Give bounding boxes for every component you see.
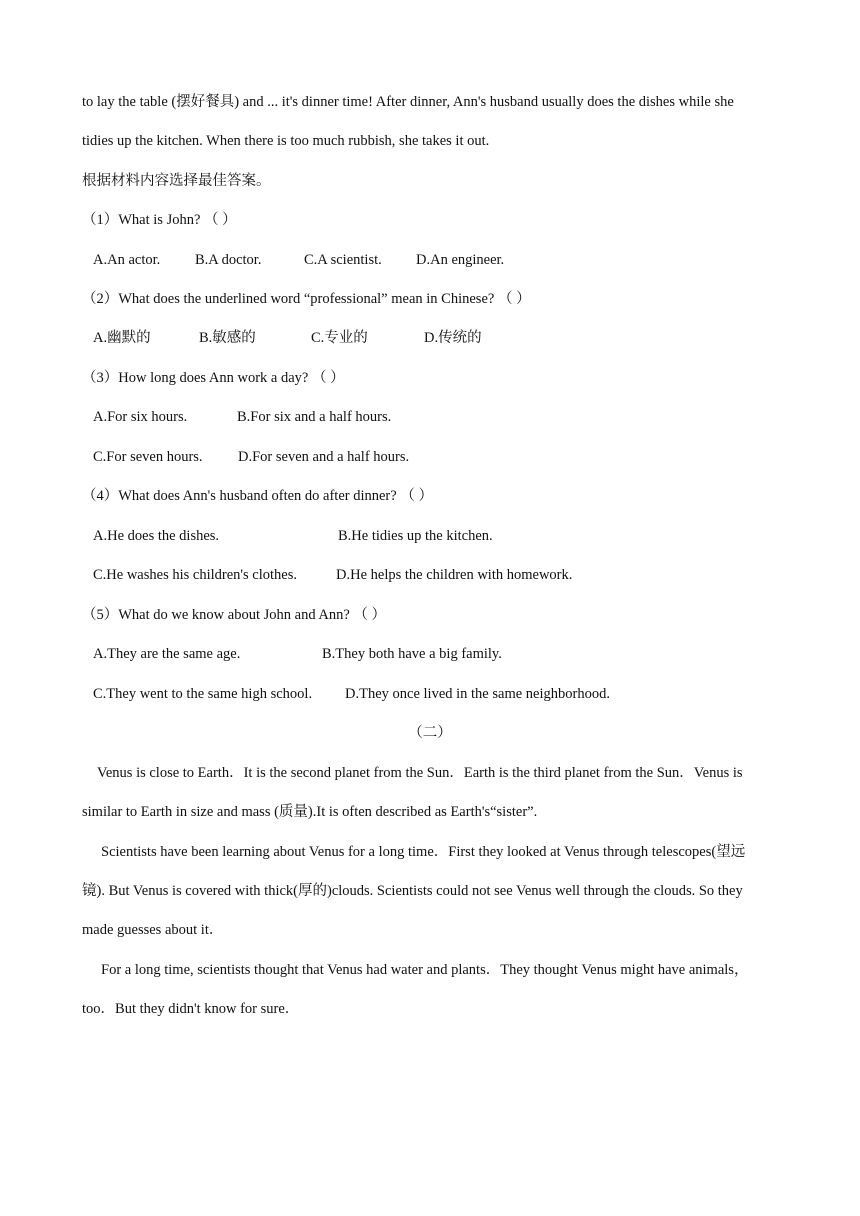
question-4-stem: （4）What does Ann's husband often do after dinner? （ ） [82, 488, 433, 504]
question-1-option-d: D.An engineer. [416, 252, 505, 268]
question-1-stem: （1）What is John? （ ） [82, 212, 237, 228]
question-2-option-a: A.幽默的 [93, 330, 151, 346]
passage2-line-3: Scientists have been learning about Venus for a long time．First they looked at Venus through telescopes(望远 [101, 844, 746, 860]
question-1-option-a: A.An actor. [93, 252, 161, 268]
section-2-heading: （二） [408, 725, 452, 741]
question-1-option-b: B.A doctor. [195, 252, 262, 268]
question-2-option-b: B.敏感的 [199, 330, 256, 346]
question-5-option-c: C.They went to the same high school. [93, 686, 313, 702]
question-3-option-b: B.For six and a half hours. [237, 409, 392, 425]
passage1-line-2: tidies up the kitchen. When there is too much rubbish, she takes it out. [82, 133, 490, 149]
question-3-option-a: A.For six hours. [93, 409, 188, 425]
passage1-line-1: to lay the table (摆好餐具) and ... it's dinner time! After dinner, Ann's husband usually does the dishes while she [82, 94, 734, 110]
question-3-stem: （3）How long does Ann work a day? （ ） [82, 370, 345, 386]
question-1-option-c: C.A scientist. [304, 252, 382, 268]
question-2-option-c: C.专业的 [311, 330, 368, 346]
question-3-option-c: C.For seven hours. [93, 449, 203, 465]
question-5-option-a: A.They are the same age. [93, 646, 241, 662]
question-5-option-d: D.They once lived in the same neighborhood. [345, 686, 610, 702]
passage2-line-1: Venus is close to Earth．It is the second planet from the Sun．Earth is the third planet from the Sun．Venus is [97, 765, 743, 781]
question-3-option-d: D.For seven and a half hours. [238, 449, 410, 465]
passage2-line-6: For a long time, scientists thought that Venus had water and plants．They thought Venus might have animals， [101, 962, 749, 978]
question-4-option-c: C.He washes his children's clothes. [93, 567, 297, 583]
question-4-option-b: B.He tidies up the kitchen. [338, 528, 493, 544]
passage2-line-5: made guesses about it． [82, 922, 224, 938]
passage2-line-7: too．But they didn't know for sure． [82, 1001, 300, 1017]
question-4-option-d: D.He helps the children with homework. [336, 567, 573, 583]
passage2-line-4: 镜). But Venus is covered with thick(厚的)clouds. Scientists could not see Venus well through the clouds. So they [82, 883, 743, 899]
passage2-line-2: similar to Earth in size and mass (质量).It is often described as Earth's“sister”. [82, 804, 538, 820]
question-4-option-a: A.He does the dishes. [93, 528, 220, 544]
question-5-option-b: B.They both have a big family. [322, 646, 502, 662]
question-2-option-d: D.传统的 [424, 330, 482, 346]
question-5-stem: （5）What do we know about John and Ann? （ ） [82, 607, 387, 623]
instruction: 根据材料内容选择最佳答案。 [82, 173, 271, 189]
question-2-stem: （2）What does the underlined word “professional” mean in Chinese? （ ） [82, 291, 531, 307]
